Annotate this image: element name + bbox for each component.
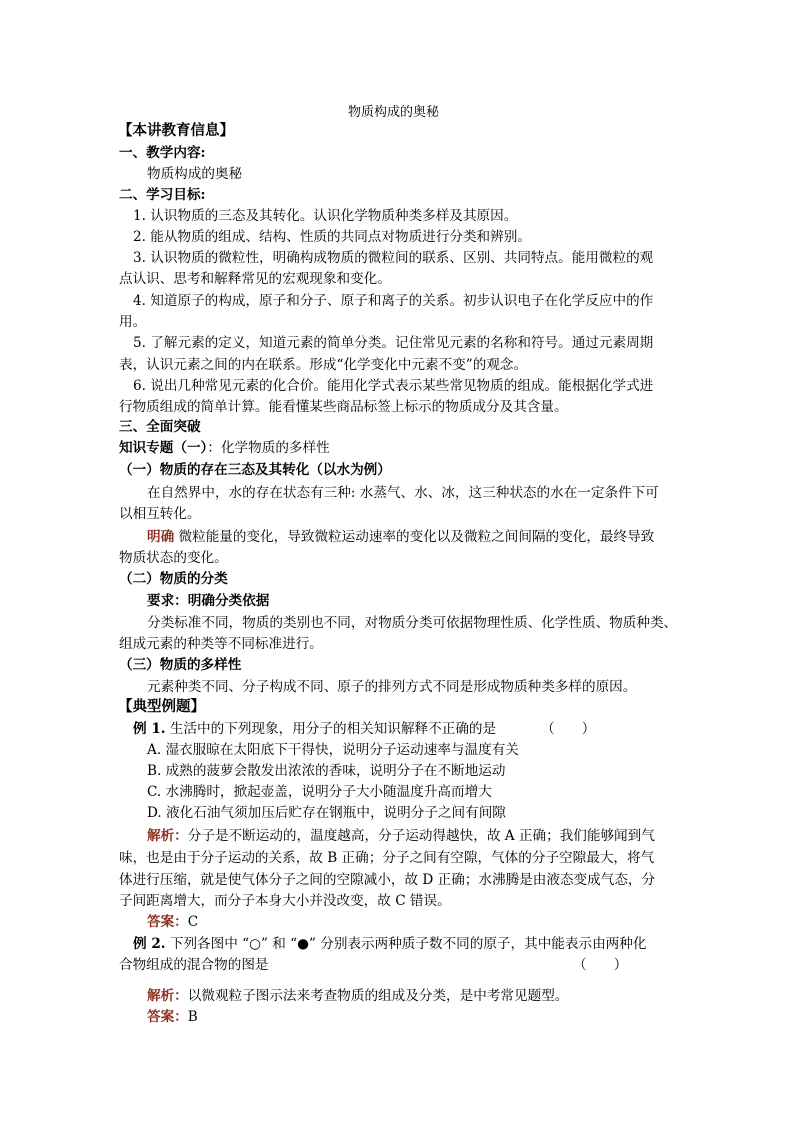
ex1-stem [133,719,496,739]
goal-line: 5. 了解元素的定义，知道元素的简单分类。记住常见元素的名称和符号。通过元素周期 [133,335,654,351]
ex2-analysis-label: 解析： [147,988,188,1004]
ex2-analysis [147,986,568,1006]
p3-line: 元素种类不同、分子构成不同、原子的排列方式不同是形成物质种类多样的原因。 [147,679,637,695]
ex2-stem-text: 下列各图中 “○” 和 “●” 分别表示两种质子数不同的原子，其中能表示由两种化 [165,936,647,952]
ex2-label: 例 2. [133,936,166,952]
ex1-analysis-line: 体进行压缩，就是使气体分子之间的空隙减小，故 D 正确；水沸腾是由液态变成气态，分 [119,872,656,888]
ex2-answer [147,1007,198,1027]
s1-heading: 一、教学内容: [119,145,206,161]
goal-line: 4. 知道原子的构成，原子和分子、原子和离子的关系。初步认识电子在化学反应中的作 [133,293,654,309]
s3-heading: 三、全面突破 [119,419,201,435]
ex1-stem-text: 生活中的下列现象，用分子的相关知识解释不正确的是 [165,721,497,737]
p2-line: 组成元素的种类等不同标准进行。 [119,636,323,652]
goal-line: 6. 说出几种常见元素的化合价。能用化学式表示某些常见物质的组成。能根据化学式进 [133,378,654,394]
ex1-answer-label: 答案： [147,914,188,930]
goal-line: 行物质组成的简单计算。能看懂某些商品标签上标示的物质成分及其含量。 [119,399,568,415]
ex1-analysis-text: 分子是不断运动的，温度越高，分子运动得越快，故 A 正确；我们能够闻到气 [187,828,655,844]
ex2-answer-label: 答案： [147,1009,188,1025]
topic-line [119,438,330,458]
ex1-answer [147,912,198,932]
p1-heading: （一）物质的存在三态及其转化（以水为例） [119,462,391,478]
ex1-option: A. 湿衣服晾在太阳底下干得快，说明分子运动速率与温度有关 [147,742,519,758]
s1-content: 物质构成的奥秘 [147,166,243,182]
clarify-line: 物质状态的变化。 [119,550,228,566]
ex2-answer-value: B [187,1009,198,1025]
goal-line: 1. 认识物质的三态及其转化。认识化学物质种类多样及其原因。 [133,208,518,224]
ex1-option: B. 成熟的菠萝会散发出浓浓的香味，说明分子在不断地运动 [147,763,506,779]
ex1-option: C. 水沸腾时，掀起壶盖，说明分子大小随温度升高而增大 [147,784,492,800]
goal-line: 表，认识元素之间的内在联系。形成“化学变化中元素不变”的观念。 [119,357,528,373]
examples-heading: 【典型例题】 [118,698,205,715]
p2-requirement: 要求：明确分类依据 [147,593,270,609]
ex2-analysis-text: 以微观粒子图示法来考查物质的组成及分类，是中考常见题型。 [187,988,569,1004]
p1-line: 以相互转化。 [119,506,201,522]
s2-heading: 二、学习目标: [119,187,206,203]
ex1-analysis-line [147,826,655,846]
ex1-analysis-line: 子间距离增大，而分子本身大小并没改变，故 C 错误。 [119,893,451,909]
clarify-line [147,527,654,547]
p1-line: 在自然界中，水的存在状态有三种: 水蒸气、水、冰，这三种状态的水在一定条件下可 [147,485,659,501]
goal-line: 2. 能从物质的组成、结构、性质的共同点对物质进行分类和辨别。 [133,229,531,245]
ex1-analysis-label: 解析： [147,828,188,844]
section-heading: 【本讲教育信息】 [118,122,234,139]
ex2-stem-line2: 合物组成的混合物的图是 [119,957,269,973]
ex2-blank: （ ） [573,957,628,973]
page-title: 物质构成的奥秘 [348,105,440,120]
p2-line: 分类标准不同，物质的类别也不同，对物质分类可依据物理性质、化学性质、物质种类、 [147,615,678,631]
topic-text: ：化学物质的多样性 [207,440,330,456]
ex1-label: 例 1. [133,721,166,737]
ex1-option: D. 液化石油气须加压后贮存在钢瓶中，说明分子之间有间隙 [147,805,506,821]
goal-line: 用。 [119,314,147,330]
clarify-text: 微粒能量的变化，导致微粒运动速率的变化以及微粒之间间隔的变化，最终导致 [178,529,655,545]
p3-heading: （三）物质的多样性 [119,657,242,673]
ex2-stem [133,934,646,954]
ex1-blank: （ ） [541,721,596,737]
p2-heading: （二）物质的分类 [119,571,228,587]
ex1-analysis-line: 味，也是由于分子运动的关系，故 B 正确；分子之间有空隙，气体的分子空隙最大，将气 [119,850,655,866]
goal-line: 3. 认识物质的微粒性，明确构成物质的微粒间的联系、区别、共同特点。能用微粒的观 [133,250,654,266]
clarify-label: 明确 [147,529,175,545]
goal-line: 点认识、思考和解释常见的宏观现象和变化。 [119,271,391,287]
ex1-answer-value: C [187,914,199,930]
topic-label: 知识专题（一） [119,440,208,456]
